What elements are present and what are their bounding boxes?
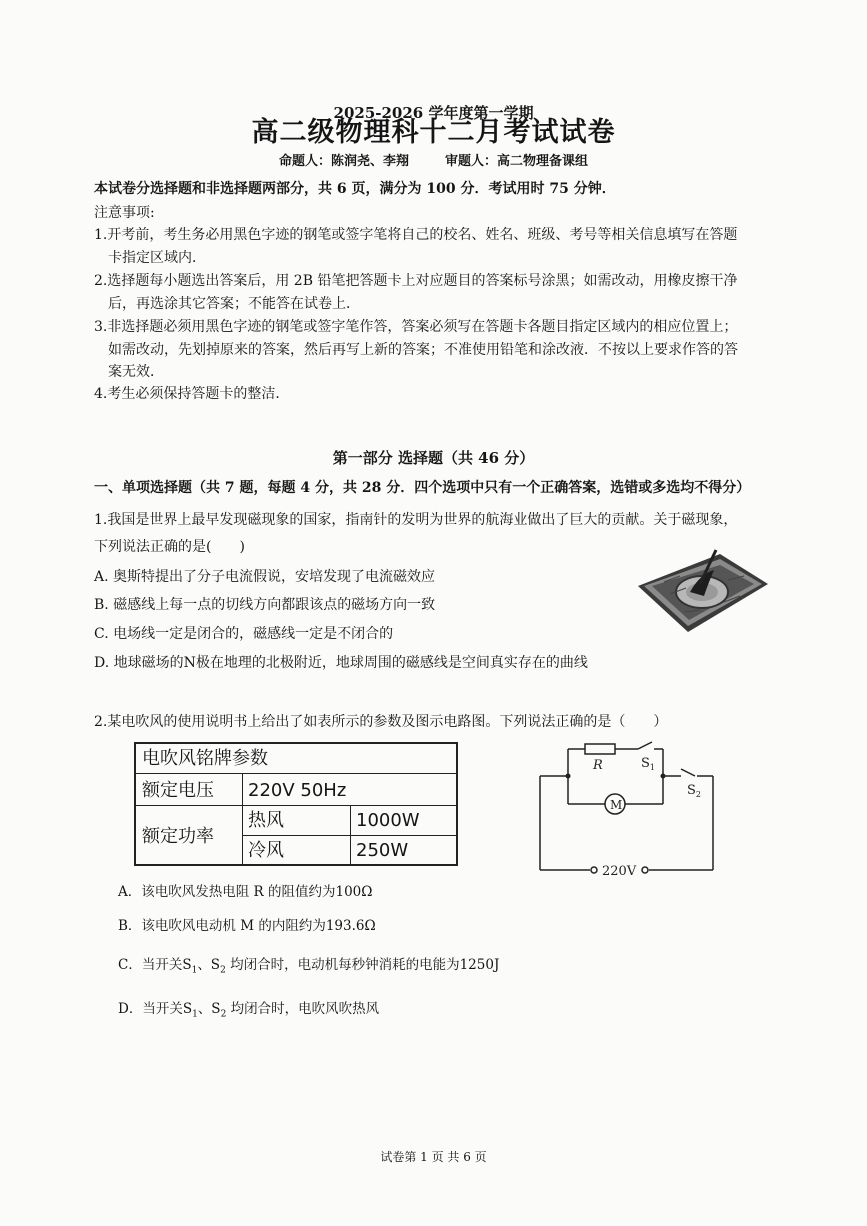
resistor-label: R	[593, 758, 603, 773]
switch2-subscript: 2	[695, 790, 701, 799]
note-line: 4.考生必须保持答题卡的整洁．	[94, 386, 290, 402]
hot-air-label: 热风	[248, 810, 284, 831]
nameplate-table	[134, 742, 458, 866]
q2-option-c: C．当开关$S_1$、$S_2$ 均闭合时，电动机每秒钟消耗的电能为1250J	[118, 957, 500, 976]
page-footer: 试卷第 1 页 共 6 页	[380, 1150, 487, 1164]
note-line: 1.开考前，考生务必用黑色字迹的钢笔或签字笔将自己的校名、姓名、班级、考号等相关信息填写在答题	[94, 227, 738, 243]
table-title: 电吹风铭牌参数	[142, 748, 268, 769]
q1-option-c: C. 电场线一定是闭合的，磁感线一定是不闭合的	[94, 626, 394, 642]
part-heading: 第一部分 选择题（共 46 分）	[332, 449, 535, 467]
q1-option-d: D. 地球磁场的N极在地理的北极附近，地球周围的磁感线是空间真实存在的曲线	[94, 655, 588, 671]
note-line: 3.非选择题必须用黑色字迹的钢笔或签字笔作答，答案必须写在答题卡各题目指定区域内的相应位置上；	[94, 319, 738, 335]
note-line: 如需改动，先划掉原来的答案，然后再写上新的答案；不准使用铅笔和涂改液．不按以上要求作答的答	[108, 342, 738, 358]
exam-title: 高二级物理科十二月考试试卷	[251, 117, 616, 148]
notes-heading: 注意事项:	[94, 205, 155, 221]
svg-text:S2	[687, 783, 701, 799]
authors-line	[0, 150, 867, 169]
circuit-diagram	[535, 738, 735, 878]
q2-stem: 2.某电吹风的使用说明书上给出了如表所示的参数及图示电路图。下列说法正确的是（ ）	[94, 714, 668, 730]
switch1-label: S	[641, 756, 650, 771]
motor-label: M	[610, 798, 623, 812]
rated-voltage-label: 额定电压	[142, 780, 214, 801]
rated-voltage-value: 220V 50Hz	[248, 780, 347, 801]
note-line: 2.选择题每小题选出答案后，用 2B 铅笔把答题卡上对应题目的答案标号涂黑；如需改动，用橡皮擦干净	[94, 273, 738, 289]
note-line: 卡指定区域内．	[108, 250, 206, 266]
cold-air-power: 250W	[356, 840, 409, 861]
compass-image	[634, 540, 770, 640]
q2-option-a: A．该电吹风发热电阻 R 的阻值约为100Ω	[118, 884, 373, 900]
switch2-label: S	[687, 783, 696, 798]
reviewers: 审题人：高二物理备课组	[445, 154, 589, 169]
school-year: 2025-2026 学年度第一学期	[333, 104, 534, 122]
rated-power-label: 额定功率	[142, 826, 214, 847]
note-line: 后，再选涂其它答案；不能答在试卷上．	[108, 296, 360, 312]
q1-stem-cont: 下列说法正确的是( )	[94, 539, 245, 555]
cold-air-label: 冷风	[248, 840, 284, 861]
q1-option-b: B. 磁感线上每一点的切线方向都跟该点的磁场方向一致	[94, 597, 436, 613]
switch1-subscript: 1	[649, 763, 655, 772]
svg-text:S1	[641, 756, 655, 772]
q1-stem: 1.我国是世界上最早发现磁现象的国家，指南针的发明为世界的航海业做出了巨大的贡献。关于磁现象，	[94, 512, 738, 528]
q2-option-d: D．当开关$S_1$、$S_2$ 均闭合时，电吹风吹热风	[118, 1001, 380, 1020]
note-line: 案无效．	[108, 364, 164, 380]
section-heading: 一、单项选择题（共 7 题，每题 4 分，共 28 分．四个选项中只有一个正确答案，选错或多选均不得分）	[94, 480, 751, 496]
setters: 命题人：陈润尧、李翔	[278, 154, 409, 169]
q2-option-b: B．该电吹风电动机 M 的内阻约为193.6Ω	[118, 918, 376, 934]
q1-option-a: A. 奥斯特提出了分子电流假说，安培发现了电流磁效应	[94, 569, 436, 585]
supply-label: 220V	[602, 864, 637, 878]
exam-intro: 本试卷分选择题和非选择题两部分，共 6 页，满分为 100 分．考试用时 75 分钟．	[94, 181, 616, 197]
hot-air-power: 1000W	[356, 810, 420, 831]
